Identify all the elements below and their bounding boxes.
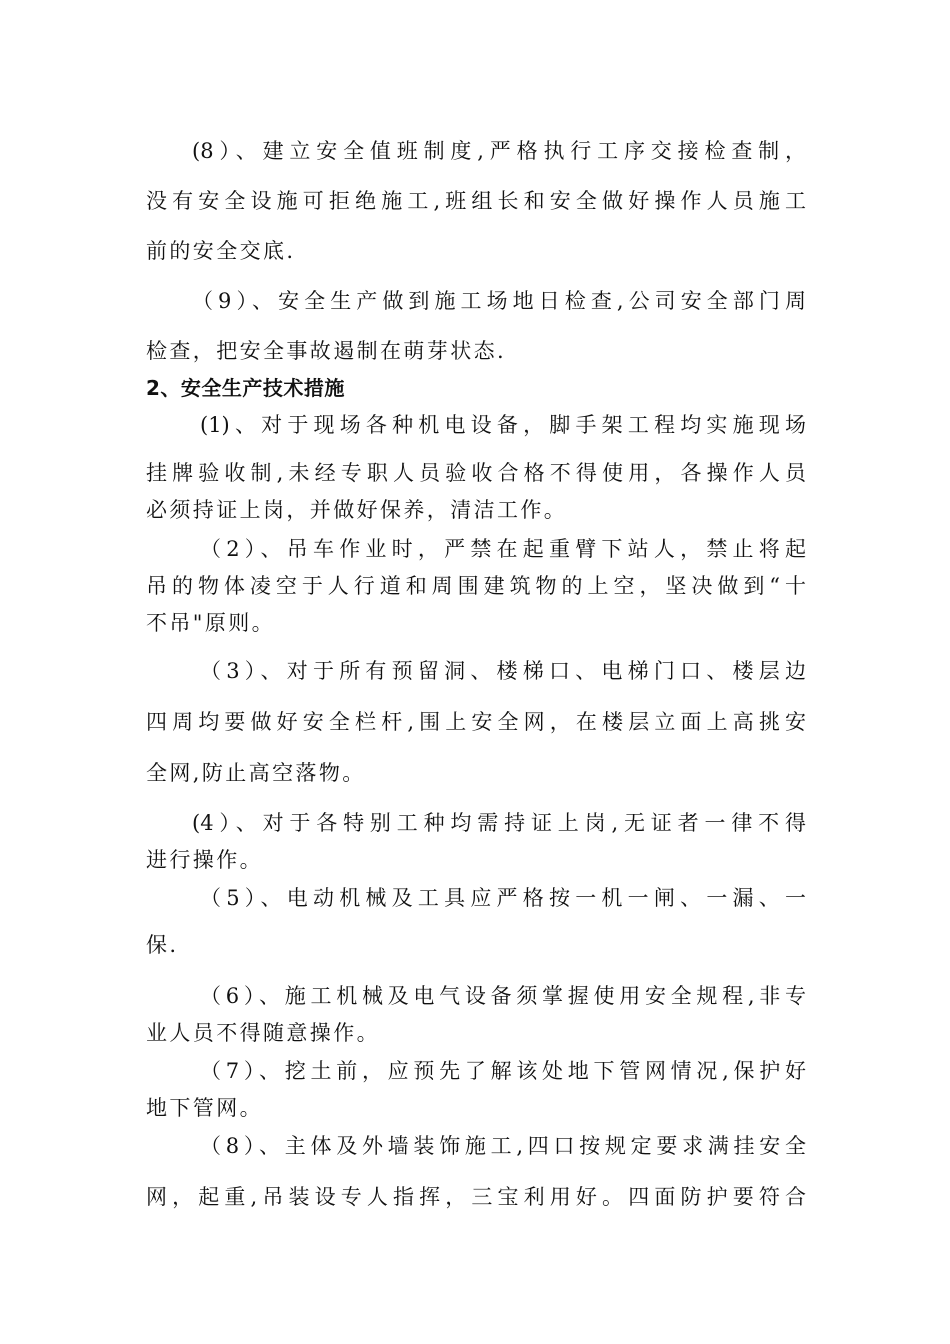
paragraph-line: 没有安全设施可拒绝施工,班组长和安全做好操作人员施工 [146, 189, 806, 213]
paragraph-line: （6）、施工机械及电气设备须掌握使用安全规程,非专 [200, 984, 806, 1008]
paragraph-line: (8）、建立安全值班制度,严格执行工序交接检查制， [192, 139, 806, 163]
paragraph-line: （3）、对于所有预留洞、楼梯口、电梯门口、楼层边 [200, 659, 806, 683]
paragraph-line: 网，起重,吊装设专人指挥，三宝利用好。四面防护要符合 [146, 1185, 806, 1209]
paragraph-line: 吊的物体凌空于人行道和周围建筑物的上空，坚决做到“十 [146, 574, 806, 598]
paragraph-line: （2）、吊车作业时，严禁在起重臂下站人，禁止将起 [200, 537, 806, 561]
paragraph-line: 必须持证上岗，并做好保养，清洁工作。 [146, 498, 568, 522]
paragraph-line: 进行操作。 [146, 848, 263, 872]
section-heading: 2、安全生产技术措施 [146, 376, 345, 400]
paragraph-line: 地下管网。 [146, 1096, 263, 1120]
paragraph-line: 全网,防止高空落物。 [146, 761, 366, 785]
paragraph-line: 挂牌验收制,未经专职人员验收合格不得使用，各操作人员 [146, 461, 806, 485]
paragraph-line: （7）、挖土前，应预先了解该处地下管网情况,保护好 [200, 1059, 806, 1083]
paragraph-line: 检查，把安全事故遏制在萌芽状态. [146, 339, 507, 363]
paragraph-line: 前的安全交底. [146, 239, 296, 263]
paragraph-line: 业人员不得随意操作。 [146, 1021, 380, 1045]
paragraph-line: 保. [146, 933, 179, 957]
paragraph-line: (1)、对于现场各种机电设备，脚手架工程均实施现场 [200, 413, 806, 437]
paragraph-line: （9）、安全生产做到施工场地日检查,公司安全部门周 [192, 289, 806, 313]
paragraph-line: 四周均要做好安全栏杆,围上安全网，在楼层立面上高挑安 [146, 710, 806, 734]
paragraph-line: （8）、主体及外墙装饰施工,四口按规定要求满挂安全 [200, 1134, 806, 1158]
paragraph-line: 不吊"原则。 [146, 611, 276, 635]
paragraph-line: （5）、电动机械及工具应严格按一机一闸、一漏、一 [200, 886, 806, 910]
paragraph-line: (4）、对于各特别工种均需持证上岗,无证者一律不得 [192, 811, 806, 835]
